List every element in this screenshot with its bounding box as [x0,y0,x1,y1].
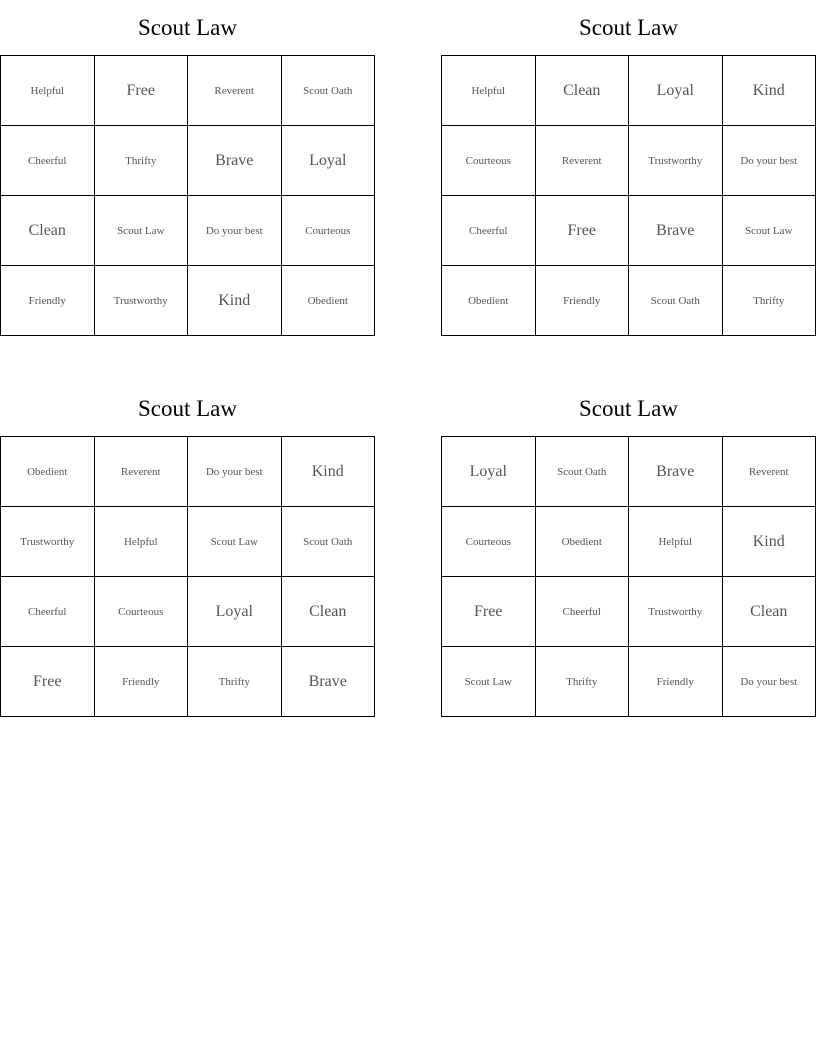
bingo-cell: Friendly [629,647,723,717]
bingo-cell: Clean [536,56,630,126]
bingo-cell: Trustworthy [629,577,723,647]
bingo-cell: Helpful [95,507,189,577]
bingo-cell: Scout Oath [282,56,376,126]
bingo-cell: Kind [282,437,376,507]
bingo-cell: Clean [282,577,376,647]
bingo-cell: Scout Law [95,196,189,266]
bingo-cell: Brave [629,437,723,507]
bingo-cell: Do your best [723,647,816,717]
bingo-cell: Courteous [95,577,189,647]
bingo-grid [0,436,375,717]
bingo-cell: Free [1,647,95,717]
bingo-cell: Loyal [629,56,723,126]
card-title: Scout Law [137,15,237,40]
bingo-cell: Scout Oath [536,437,630,507]
bingo-cell: Scout Law [442,647,536,717]
bingo-cell: Reverent [188,56,282,126]
bingo-cell: Thrifty [723,266,816,336]
bingo-cell: Cheerful [1,577,95,647]
bingo-cell: Reverent [536,126,630,196]
bingo-cell: Brave [282,647,376,717]
bingo-cell: Thrifty [188,647,282,717]
bingo-card [441,0,816,336]
bingo-cell: Scout Oath [282,507,376,577]
card-title: Scout Law [137,396,237,421]
bingo-cell: Do your best [188,196,282,266]
bingo-cell: Reverent [95,437,189,507]
bingo-cell: Obedient [442,266,536,336]
bingo-grid [441,55,816,336]
bingo-cell: Courteous [282,196,376,266]
bingo-cell: Kind [723,56,816,126]
bingo-grid [441,436,816,717]
bingo-cell: Courteous [442,126,536,196]
bingo-cell: Free [442,577,536,647]
bingo-cell: Loyal [442,437,536,507]
bingo-cell: Helpful [629,507,723,577]
bingo-cell: Brave [188,126,282,196]
bingo-cell: Loyal [188,577,282,647]
bingo-card [441,381,816,717]
bingo-cell: Trustworthy [95,266,189,336]
bingo-cell: Courteous [442,507,536,577]
card-title: Scout Law [578,396,678,421]
bingo-cell: Helpful [442,56,536,126]
bingo-cell: Obedient [282,266,376,336]
bingo-cell: Scout Oath [629,266,723,336]
bingo-cell: Obedient [1,437,95,507]
bingo-cell: Friendly [95,647,189,717]
bingo-cell: Thrifty [536,647,630,717]
bingo-cell: Trustworthy [1,507,95,577]
bingo-cell: Cheerful [536,577,630,647]
bingo-cell: Helpful [1,56,95,126]
bingo-card [0,381,375,717]
bingo-cell: Free [95,56,189,126]
bingo-cell: Reverent [723,437,816,507]
bingo-cell: Cheerful [442,196,536,266]
bingo-cell: Friendly [1,266,95,336]
bingo-cell: Do your best [723,126,816,196]
bingo-cell: Trustworthy [629,126,723,196]
bingo-cell: Obedient [536,507,630,577]
bingo-cell: Brave [629,196,723,266]
bingo-cell: Thrifty [95,126,189,196]
bingo-cell: Free [536,196,630,266]
bingo-cell: Scout Law [188,507,282,577]
bingo-cell: Do your best [188,437,282,507]
bingo-cell: Cheerful [1,126,95,196]
bingo-cell: Scout Law [723,196,816,266]
bingo-card [0,0,375,336]
bingo-cell: Kind [188,266,282,336]
bingo-cell: Loyal [282,126,376,196]
bingo-cell: Clean [1,196,95,266]
bingo-cell: Kind [723,507,816,577]
bingo-cell: Clean [723,577,816,647]
card-title: Scout Law [578,15,678,40]
bingo-grid [0,55,375,336]
bingo-cell: Friendly [536,266,630,336]
